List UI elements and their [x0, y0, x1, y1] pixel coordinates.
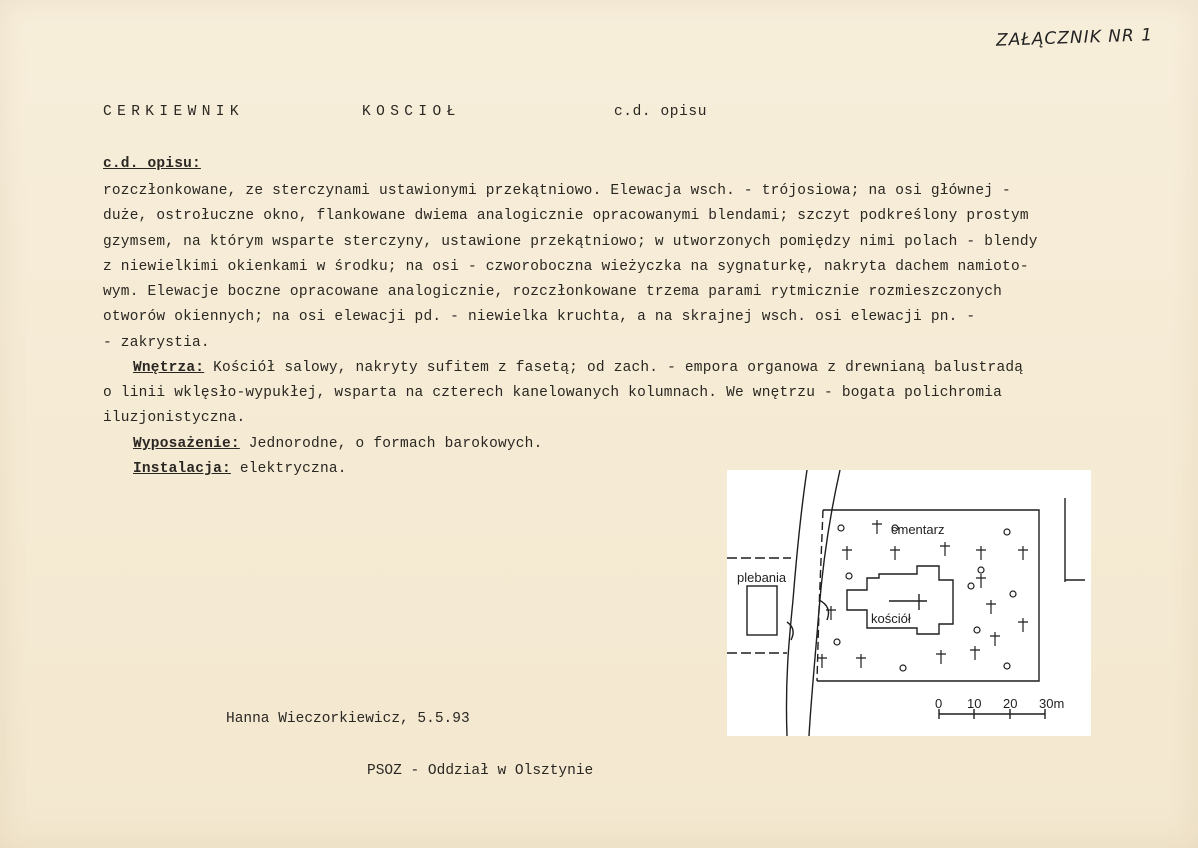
card-header: [103, 104, 803, 124]
attachment-number: ZAŁĄCZNIK NR 1: [995, 25, 1154, 51]
interior-line: [133, 360, 1023, 377]
church-label: kościół: [871, 611, 911, 626]
grave-crosses: [817, 520, 1028, 668]
description-line: z niewielkimi okienkami w środku; na osi - czworoboczna wieżyczka na sygnaturkę, nakryta dachem namioto-: [103, 259, 1029, 275]
installation-text: elektryczna.: [239, 461, 347, 477]
description-line: gzymsem, na którym wsparte sterczyny, ustawione przekątniowo; w utworzonych pomiędzy nimi polach - blendy: [103, 234, 1038, 250]
description-line: - zakrystia.: [103, 335, 210, 351]
tree-markers: [834, 525, 1016, 671]
interior-label: Wnętrza:: [133, 360, 205, 376]
description-line: wym. Elewacje boczne opracowane analogicznie, rozczłonkowane trzema parami rytmicznie rozmieszczonych: [103, 284, 1003, 300]
office-name: PSOZ - Oddział w Olsztynie: [367, 763, 594, 779]
scale-label: 30m: [1039, 696, 1065, 711]
rectory-label: plebania: [737, 570, 787, 585]
installation-label: Instalacja:: [133, 461, 231, 477]
interior-line: iluzjonistyczna.: [103, 410, 246, 426]
section-heading: c.d. opisu:: [103, 156, 201, 172]
scale-label: 20: [1003, 696, 1018, 711]
header-locality: CERKIEWNIK: [103, 104, 245, 120]
header-object-type: KOSCIOŁ: [362, 104, 461, 120]
site-plan: [727, 470, 1091, 736]
road-edge-left: [786, 470, 807, 736]
furnishing-line: [133, 436, 542, 453]
installation-line: [133, 461, 347, 478]
rectory-building: [747, 586, 777, 635]
description-line: rozczłonkowane, ze sterczynami ustawionymi przekątniowo. Elewacja wsch. - trójosiowa; na osi głównej -: [103, 183, 1011, 199]
scale-label: 10: [967, 696, 982, 711]
interior-line: o linii wklęsło-wypukłej, wsparta na czterech kanelowanych kolumnach. We wnętrzu - bogata polichromia: [103, 385, 1003, 401]
description-line: otworów okiennych; na osi elewacji pd. - niewielka kruchta, a na skrajnej wsch. osi elewacji pn. -: [103, 309, 976, 325]
site-plan-drawing: [727, 470, 1091, 736]
header-continuation: c.d. opisu: [614, 104, 708, 120]
description-line: duże, ostrołuczne okno, flankowane dwiema analogicznie opracowanymi blendami; szczyt podkreślony prostym: [103, 208, 1029, 224]
furnishing-label: Wyposażenie:: [133, 436, 240, 452]
site-plan-labels: [737, 522, 1064, 711]
interior-text: Kościół salowy, nakryty sufitem z fasetą; od zach. - empora organowa z drewnianą balustradą: [213, 360, 1024, 376]
scale-label: 0: [935, 696, 943, 711]
cemetery-label: cmentarz: [891, 522, 945, 537]
furnishing-text: Jednorodne, o formach barokowych.: [248, 436, 543, 452]
author-signature: Hanna Wieczorkiewicz, 5.5.93: [226, 711, 470, 727]
